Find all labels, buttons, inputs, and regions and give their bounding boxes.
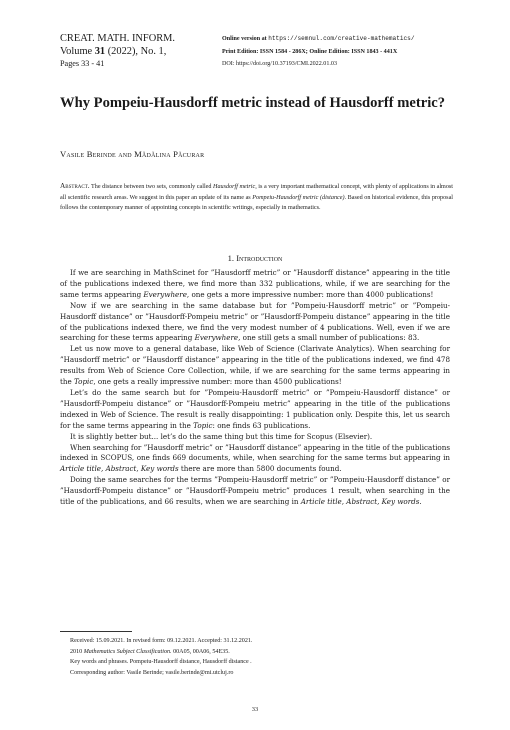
msc-classification: 2010 Mathematics Subject Classification. 00A05, 00A06, 54E35. bbox=[70, 648, 230, 655]
issn-line: Print Edition: ISSN 1584 - 286X; Online Edition: ISSN 1843 - 441X bbox=[222, 48, 398, 55]
journal-pages: Pages 33 - 41 bbox=[60, 59, 105, 68]
paragraph: Now if we are searching in the same database but for ”Pompeiu-Hausdorff metric” or ”Pompeiu-Hausdorff distance” or ”Hausdorff-Pompeiu metric” or ”Hausdorff-Pompeiu distance” appearing in the title of the publications indexed there, we find the very modest number of 4 publications. Well, even if we are searching for these terms appearing Everywhere, one still gets a small number of publications: 83. bbox=[60, 300, 450, 343]
footnote-rule bbox=[60, 631, 132, 632]
paragraph: It is slightly better but... let’s do the same thing but this time for Scopus (Elsevier). bbox=[70, 431, 373, 441]
paragraph: When searching for ”Hausdorff metric” or ”Hausdorff distance” appearing in the title of the publications indexed in SCOPUS, one finds 669 documents, while, when searching for the same terms but appearing in Article title, Abstract, Key words there are more than 5800 documents found. bbox=[60, 442, 450, 474]
corresponding-author: Corresponding author: Vasile Berinde; vasile.berinde@mi.utcluj.ro bbox=[70, 669, 234, 676]
journal-volume: Volume 31 (2022), No. 1, bbox=[60, 46, 167, 57]
paragraph: If we are searching in MathScinet for ”Hausdorff metric” or ”Hausdorff distance” appearing in the title of the publications indexed there, we find more than 332 publications, while, if we are searching for the same terms appearing Everywhere, one gets a more impressive number: more than 4000 publications! bbox=[60, 268, 450, 299]
paragraph: Let’s do the same search but for ”Pompeiu-Hausdorff metric” or ”Pompeiu-Hausdorff distance” or ”Hausdorff-Pompeiu distance” or ”Hausdorff-Pompeiu metric” appearing in the title of the publications indexed in Web of Science. The result is really disappointing: 1 publication only. Despite this, let us search for the same terms appearing in the Topic: one finds 63 publications. bbox=[60, 387, 450, 430]
keywords: Key words and phrases. Pompeiu-Hausdorff distance, Hausdorff distance . bbox=[70, 659, 252, 666]
paper-authors: Vasile Berinde and Mădălina Păcurar bbox=[60, 149, 205, 159]
page-number: 33 bbox=[251, 706, 259, 713]
abstract: Abstract. The distance between two sets, commonly called Hausdorff metric, is a very important mathematical concept, with plenty of applications in almost all scientific research areas. We suggest in this paper an update of its name as Pompeiu-Hausdorff metric (distance). Based on historical evidence, this proposal follows the contemporary manner of appointing concepts in scientific writings, especially in mathematics. bbox=[60, 181, 453, 212]
online-url-link[interactable]: https://semnul.com/creative-mathematics/ bbox=[268, 35, 415, 42]
journal-name: CREAT. MATH. INFORM. bbox=[60, 33, 175, 44]
section-heading: 1. Introduction bbox=[227, 253, 283, 263]
doi-link[interactable]: DOI: https://doi.org/10.37193/CMI.2022.01.03 bbox=[222, 61, 337, 67]
online-version: Online version at https://semnul.com/creative-mathematics/ bbox=[222, 35, 415, 42]
body-text bbox=[60, 268, 450, 508]
abstract-label: Abstract. bbox=[60, 181, 90, 190]
paragraph: Let us now move to a general database, like Web of Science (Clarivate Analytics). When searching for ”Hausdorff metric” or ”Hausdorff distance” appearing in the title of the publications indexed, we find 478 results from Web of Science Core Collection, while, if we are searching for the same terms appearing in the Topic, one gets a really impressive number: more than 4500 publications! bbox=[60, 344, 450, 387]
journal-citation bbox=[60, 32, 230, 70]
paragraph: Doing the same searches for the terms ”Pompeiu-Hausdorff metric” or ”Pompeiu-Hausdorff distance” or ”Hausdorff-Pompeiu distance” or ”Hausdorff-Pompeiu metric” produces 1 result, when searching in the title of the publications, and 66 results, when we are searching in Article title, Abstract, Key words. bbox=[60, 475, 450, 507]
journal-info bbox=[222, 33, 482, 71]
volume-number: 31 bbox=[94, 46, 106, 57]
received-dates: Received: 15.09.2021. In revised form: 09.12.2021. Accepted: 31.12.2021. bbox=[70, 638, 253, 644]
footnotes bbox=[60, 636, 453, 678]
paper-title: Why Pompeiu-Hausdorff metric instead of Hausdorff metric? bbox=[60, 95, 446, 111]
